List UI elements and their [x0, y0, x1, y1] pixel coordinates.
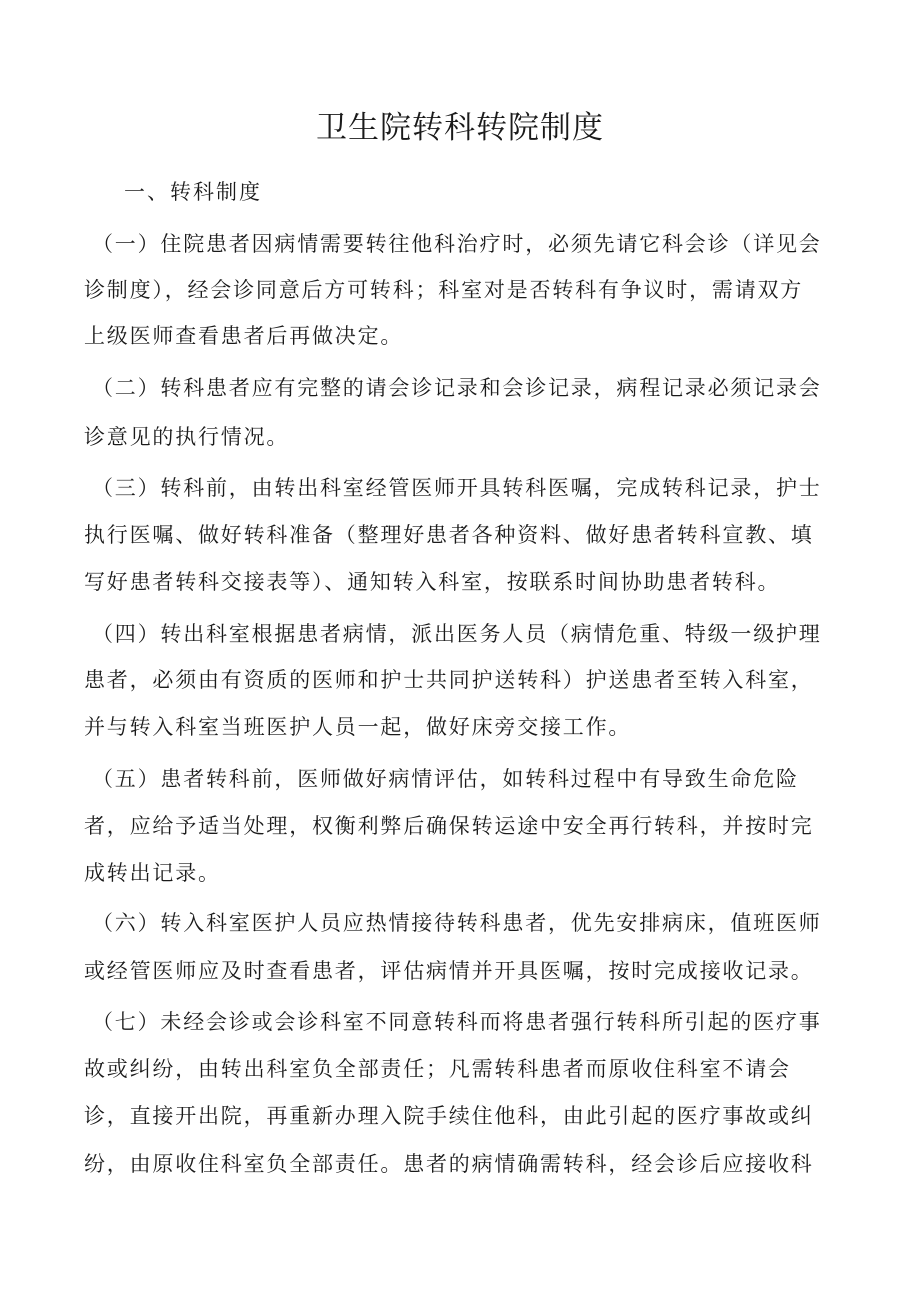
paragraph-line: 上级医师查看患者后再做决定。 — [84, 324, 404, 348]
paragraph-line: 执行医嘱、做好转科准备（整理好患者各种资料、做好患者转科宣教、填 — [84, 523, 814, 547]
paragraph-line: 或经管医师应及时查看患者，评估病情并开具医嘱，按时完成接收记录。 — [84, 959, 814, 983]
paragraph-line: 并与转入科室当班医护人员一起，做好床旁交接工作。 — [84, 715, 632, 739]
paragraph-line: （五）患者转科前，医师做好病情评估，如转科过程中有导致生命危险 — [92, 767, 799, 791]
paragraph-line: 诊制度），经会诊同意后方可转科；科室对是否转科有争议时，需请双方 — [84, 278, 804, 302]
paragraph-line: 成转出记录。 — [84, 861, 221, 885]
paragraph-line: 故或纠纷，由转出科室负全部责任；凡需转科患者而原收住科室不请会 — [84, 1057, 791, 1081]
paragraph-line: （六）转入科室医护人员应热情接待转科患者，优先安排病床，值班医师 — [92, 911, 822, 935]
paragraph-line: 诊意见的执行情况。 — [84, 425, 290, 449]
paragraph-line: 写好患者转科交接表等）、通知转入科室，按联系时间协助患者转科。 — [84, 570, 781, 594]
paragraph-line: 诊，直接开出院，再重新办理入院手续住他科，由此引起的医疗事故或纠 — [84, 1104, 814, 1128]
paragraph-line: （二）转科患者应有完整的请会诊记录和会诊记录，病程记录必须记录会 — [92, 376, 822, 400]
paragraph-line: （一）住院患者因病情需要转往他科治疗时，必须先请它科会诊（详见会 — [92, 232, 822, 256]
paragraph-line: 者，应给予适当处理，权衡利弊后确保转运途中安全再行转科，并按时完 — [84, 814, 814, 838]
paragraph-line: 患者，必须由有资质的医师和护士共同护送转科）护送患者至转入科室， — [84, 668, 814, 692]
document-title: 卫生院转科转院制度 — [316, 110, 604, 146]
paragraph-line: 纷，由原收住科室负全部责任。患者的病情确需转科，经会诊后应接收科 — [84, 1152, 814, 1176]
paragraph-line: （七）未经会诊或会诊科室不同意转科而将患者强行转科所引起的医疗事 — [92, 1010, 822, 1034]
section-heading: 一、转科制度 — [124, 180, 262, 204]
paragraph-line: （三）转科前，由转出科室经管医师开具转科医嘱，完成转科记录，护士 — [92, 476, 822, 500]
paragraph-line: （四）转出科室根据患者病情，派出医务人员（病情危重、特级一级护理 — [92, 622, 822, 646]
